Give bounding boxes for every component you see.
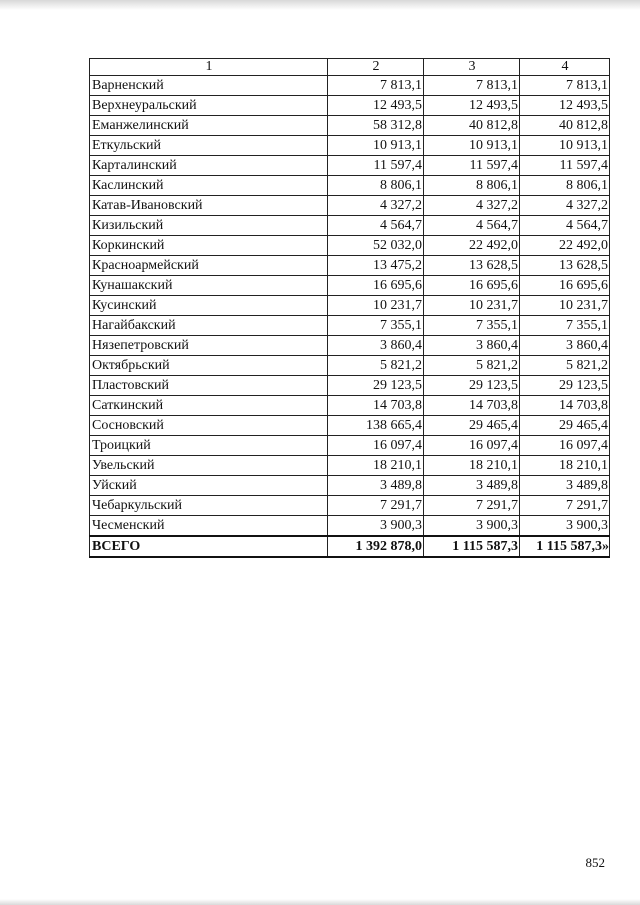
amount-cell: 13 628,5 — [520, 256, 610, 276]
amount-cell: 11 597,4 — [328, 156, 424, 176]
amount-cell: 18 210,1 — [520, 456, 610, 476]
amount-cell: 8 806,1 — [328, 176, 424, 196]
amount-cell: 40 812,8 — [520, 116, 610, 136]
amount-cell: 12 493,5 — [520, 96, 610, 116]
amount-cell: 22 492,0 — [424, 236, 520, 256]
district-name-cell: Чесменский — [90, 516, 328, 537]
amount-cell: 12 493,5 — [424, 96, 520, 116]
amount-cell: 7 813,1 — [328, 76, 424, 96]
amount-cell: 8 806,1 — [520, 176, 610, 196]
district-name-cell: Катав-Ивановский — [90, 196, 328, 216]
table-row — [90, 396, 610, 416]
amount-cell: 8 806,1 — [424, 176, 520, 196]
district-name-cell: Кунашакский — [90, 276, 328, 296]
amount-cell: 29 123,5 — [424, 376, 520, 396]
amount-cell: 22 492,0 — [520, 236, 610, 256]
page-number: 852 — [585, 855, 605, 870]
amount-cell: 16 695,6 — [328, 276, 424, 296]
amount-cell: 3 489,8 — [520, 476, 610, 496]
amount-cell: 11 597,4 — [424, 156, 520, 176]
amount-cell: 7 355,1 — [520, 316, 610, 336]
table-header-row — [90, 59, 610, 76]
district-name-cell: Троицкий — [90, 436, 328, 456]
amount-cell: 7 291,7 — [424, 496, 520, 516]
amount-cell: 18 210,1 — [328, 456, 424, 476]
amount-cell: 11 597,4 — [520, 156, 610, 176]
scan-bottom-edge — [0, 899, 640, 905]
amount-cell: 12 493,5 — [328, 96, 424, 116]
district-name-cell: Еткульский — [90, 136, 328, 156]
amount-cell: 4 564,7 — [424, 216, 520, 236]
amount-cell: 3 860,4 — [424, 336, 520, 356]
table-row — [90, 336, 610, 356]
scan-top-edge — [0, 0, 640, 10]
table-row — [90, 456, 610, 476]
table-row — [90, 216, 610, 236]
amount-cell: 4 327,2 — [328, 196, 424, 216]
amount-cell: 16 695,6 — [424, 276, 520, 296]
amount-cell: 29 123,5 — [520, 376, 610, 396]
table-row — [90, 496, 610, 516]
amount-cell: 29 465,4 — [424, 416, 520, 436]
amount-cell: 10 231,7 — [520, 296, 610, 316]
amount-cell: 3 860,4 — [520, 336, 610, 356]
amount-cell: 3 900,3 — [520, 516, 610, 537]
table-row — [90, 196, 610, 216]
amount-cell: 7 291,7 — [520, 496, 610, 516]
district-name-cell: Чебаркульский — [90, 496, 328, 516]
amount-cell: 7 355,1 — [424, 316, 520, 336]
amount-cell: 3 900,3 — [424, 516, 520, 537]
table-row — [90, 436, 610, 456]
total-label: ВСЕГО — [90, 536, 328, 557]
amount-cell: 40 812,8 — [424, 116, 520, 136]
amount-cell: 5 821,2 — [424, 356, 520, 376]
amount-cell: 5 821,2 — [328, 356, 424, 376]
table-row — [90, 176, 610, 196]
amount-cell: 3 489,8 — [424, 476, 520, 496]
amount-cell: 4 564,7 — [520, 216, 610, 236]
amount-cell: 14 703,8 — [328, 396, 424, 416]
amount-cell: 10 231,7 — [424, 296, 520, 316]
district-name-cell: Карталинский — [90, 156, 328, 176]
total-cell: 1 115 587,3 — [424, 536, 520, 557]
district-name-cell: Октябрьский — [90, 356, 328, 376]
total-cell: 1 392 878,0 — [328, 536, 424, 557]
table-row — [90, 316, 610, 336]
district-name-cell: Кизильский — [90, 216, 328, 236]
table-row — [90, 356, 610, 376]
amount-cell: 16 097,4 — [328, 436, 424, 456]
table-row — [90, 116, 610, 136]
amount-cell: 29 465,4 — [520, 416, 610, 436]
amount-cell: 16 097,4 — [424, 436, 520, 456]
table-row — [90, 376, 610, 396]
amount-cell: 14 703,8 — [424, 396, 520, 416]
amount-cell: 4 327,2 — [424, 196, 520, 216]
district-name-cell: Сосновский — [90, 416, 328, 436]
amount-cell: 14 703,8 — [520, 396, 610, 416]
amount-cell: 13 628,5 — [424, 256, 520, 276]
amount-cell: 7 291,7 — [328, 496, 424, 516]
table-row — [90, 156, 610, 176]
district-name-cell: Нязепетровский — [90, 336, 328, 356]
amount-cell: 3 860,4 — [328, 336, 424, 356]
amount-cell: 7 813,1 — [520, 76, 610, 96]
amount-cell: 10 913,1 — [520, 136, 610, 156]
amount-cell: 4 327,2 — [520, 196, 610, 216]
district-name-cell: Пластовский — [90, 376, 328, 396]
amount-cell: 7 813,1 — [424, 76, 520, 96]
amount-cell: 10 231,7 — [328, 296, 424, 316]
table-row — [90, 296, 610, 316]
table-row — [90, 236, 610, 256]
column-header: 3 — [424, 59, 520, 76]
district-name-cell: Кусинский — [90, 296, 328, 316]
total-cell: 1 115 587,3» — [520, 536, 610, 557]
district-name-cell: Саткинский — [90, 396, 328, 416]
table-row — [90, 516, 610, 537]
amount-cell: 16 097,4 — [520, 436, 610, 456]
amount-cell: 3 900,3 — [328, 516, 424, 537]
amount-cell: 29 123,5 — [328, 376, 424, 396]
table-body — [90, 76, 610, 537]
table-row — [90, 476, 610, 496]
column-header: 1 — [90, 59, 328, 76]
table-row — [90, 416, 610, 436]
district-name-cell: Коркинский — [90, 236, 328, 256]
amount-cell: 7 355,1 — [328, 316, 424, 336]
table-row — [90, 96, 610, 116]
amount-cell: 52 032,0 — [328, 236, 424, 256]
amount-cell: 58 312,8 — [328, 116, 424, 136]
column-header: 4 — [520, 59, 610, 76]
amount-cell: 13 475,2 — [328, 256, 424, 276]
amount-cell: 18 210,1 — [424, 456, 520, 476]
district-name-cell: Увельский — [90, 456, 328, 476]
column-header: 2 — [328, 59, 424, 76]
amount-cell: 4 564,7 — [328, 216, 424, 236]
budget-table — [89, 58, 610, 558]
amount-cell: 16 695,6 — [520, 276, 610, 296]
district-name-cell: Нагайбакский — [90, 316, 328, 336]
amount-cell: 10 913,1 — [424, 136, 520, 156]
district-name-cell: Еманжелинский — [90, 116, 328, 136]
table-row — [90, 76, 610, 96]
amount-cell: 138 665,4 — [328, 416, 424, 436]
table-row — [90, 256, 610, 276]
district-name-cell: Каслинский — [90, 176, 328, 196]
amount-cell: 3 489,8 — [328, 476, 424, 496]
district-name-cell: Варненский — [90, 76, 328, 96]
district-name-cell: Верхнеуральский — [90, 96, 328, 116]
total-row — [90, 536, 610, 557]
amount-cell: 5 821,2 — [520, 356, 610, 376]
district-name-cell: Уйский — [90, 476, 328, 496]
table-row — [90, 136, 610, 156]
amount-cell: 10 913,1 — [328, 136, 424, 156]
district-name-cell: Красноармейский — [90, 256, 328, 276]
table-row — [90, 276, 610, 296]
